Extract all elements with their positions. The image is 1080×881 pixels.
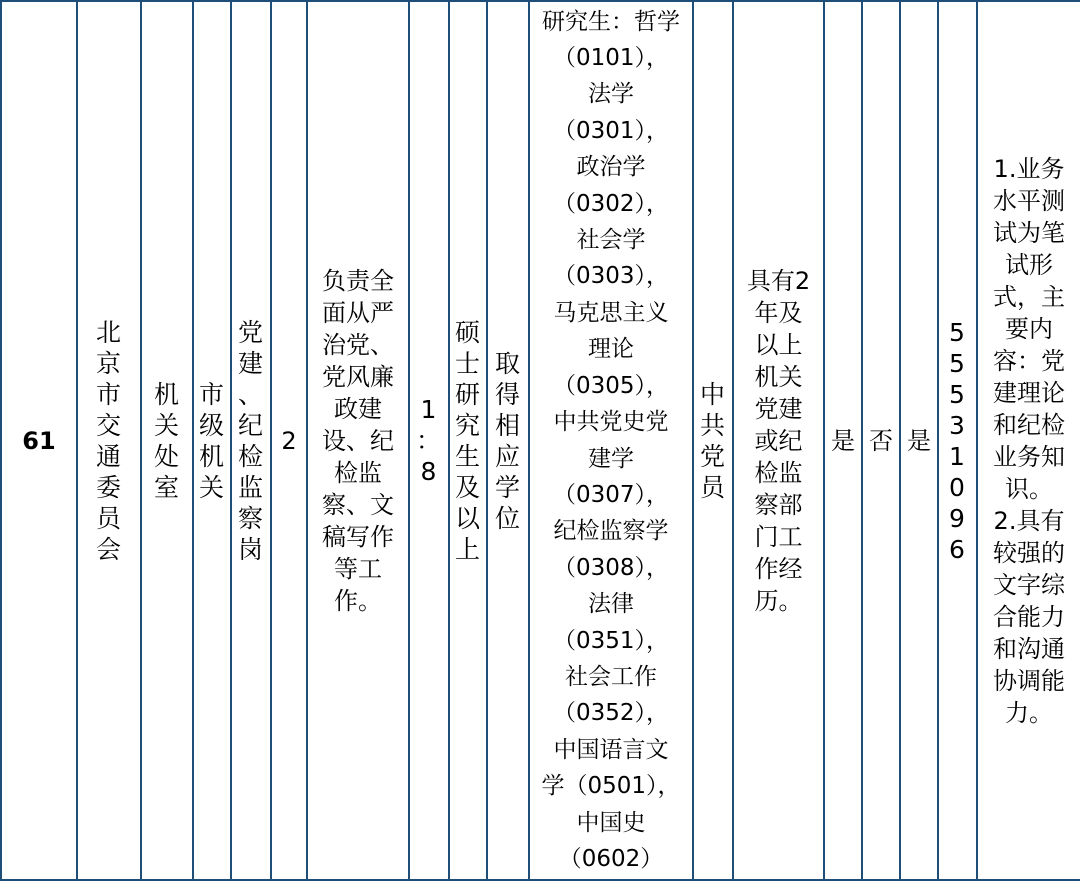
cell-text-line: 党建 (754, 394, 803, 423)
cell-text-line: 政建 (334, 394, 382, 423)
flag-c-cell: 是 (900, 1, 938, 880)
cell-text-line: 监 (237, 472, 264, 502)
cell-text-line: 较强的 (993, 538, 1065, 567)
cell-text-line: 历。 (754, 586, 803, 615)
cell-text-line: 和纪检 (993, 410, 1065, 439)
flag-a-cell: 是 (824, 1, 862, 880)
education-cell (449, 1, 487, 880)
cell-text-line: 、 (237, 379, 264, 409)
cell-text-line: 及 (454, 472, 481, 502)
cell-text-line: 通 (95, 441, 122, 471)
cell-text-line: （0301）， (552, 117, 670, 144)
cell-text-line: 应 (494, 441, 521, 471)
cell-text-line: 室 (153, 472, 180, 502)
cell-text-line: 法律 (588, 591, 634, 618)
cell-text-line: 稿写作 (322, 522, 394, 551)
cell-text-line: 得 (494, 379, 521, 409)
cell-text-line: 学 (494, 472, 521, 502)
cell-text-line: 员 (95, 503, 122, 533)
cell-text-line: 党风廉 (322, 362, 394, 391)
cell-text-line: 察部 (754, 490, 803, 519)
duties-cell (307, 1, 409, 880)
cell-text-line: 建学 (588, 445, 634, 472)
cell-text-line: （0308）， (552, 554, 670, 581)
cell-text-line: 处 (153, 441, 180, 471)
cell-text-line: 纪检监察学 (553, 518, 669, 545)
cell-text-line: 生 (454, 441, 481, 471)
cell-text-line: （0307）， (552, 481, 670, 508)
cell-text-line: 理论 (588, 336, 634, 363)
cell-text-line: 市 (95, 379, 122, 409)
department-cell (77, 1, 141, 880)
notes-cell (977, 1, 1080, 880)
cell-text-line: 级 (198, 410, 225, 440)
cell-text-line: 取 (494, 348, 521, 378)
cell-text-line: 以 (454, 503, 481, 533)
cell-text-line: 硕 (454, 317, 481, 347)
cell-text-line: 识。 (1005, 474, 1053, 503)
cell-text-line: 察 (237, 503, 264, 533)
political-status-cell (693, 1, 733, 880)
cell-text-line: 1 (949, 441, 966, 471)
cell-text-line: 岗 (237, 534, 264, 564)
cell-text-line: 士 (454, 348, 481, 378)
cell-text-line: 关 (153, 410, 180, 440)
cell-text-line: 社会学 (576, 227, 646, 254)
cell-text-line: （0352）， (552, 700, 670, 727)
cell-text-line: 党 (237, 317, 264, 347)
cell-text-line: 作。 (334, 586, 382, 615)
cell-text-line: （0351）， (552, 627, 670, 654)
cell-text-line: 以上 (754, 330, 803, 359)
cell-text-line: 会 (95, 534, 122, 564)
cell-text-line: 检监 (754, 458, 803, 487)
phone-cell (938, 1, 977, 880)
cell-text-line: 2.具有 (993, 506, 1065, 535)
cell-text-line: 力。 (1005, 698, 1053, 727)
cell-text-line: 学（0501）， (541, 773, 681, 800)
degree-cell (487, 1, 529, 880)
cell-text-line: 党 (699, 441, 726, 471)
cell-text-line: 中国史 (576, 809, 646, 836)
cell-text-line: 面从严 (322, 298, 394, 327)
cell-text-line: 容：党 (993, 346, 1065, 375)
cell-text-line: 中共党史党 (553, 409, 669, 436)
cell-text-line: 协调能 (993, 666, 1065, 695)
cell-text-line: 交 (95, 410, 122, 440)
cell-text-line: 5 (949, 379, 966, 409)
flag-b-cell: 否 (862, 1, 900, 880)
cell-text-line: 3 (949, 410, 966, 440)
cell-text-line: 等工 (334, 554, 382, 583)
cell-text-line: 法学 (588, 81, 634, 108)
cell-text-line: 8 (420, 457, 438, 486)
cell-text-line: 察、文 (322, 490, 394, 519)
cell-text-line: 负责全 (322, 266, 394, 295)
cell-text-line: 委 (95, 472, 122, 502)
cell-text-line: 纪 (237, 410, 264, 440)
position-cell (231, 1, 271, 880)
cell-text-line: 市 (198, 379, 225, 409)
cell-text-line: 水平测 (993, 186, 1065, 215)
cell-text-line: 9 (949, 503, 966, 533)
cell-text-line: 设、纪 (322, 426, 394, 455)
cell-text-line: 研 (454, 379, 481, 409)
cell-text-line: 5 (949, 317, 966, 347)
cell-text-line: 京 (95, 348, 122, 378)
cell-text-line: 员 (699, 472, 726, 502)
cell-text-line: （0305）， (552, 372, 670, 399)
count-cell: 2 (271, 1, 307, 880)
cell-text-line: 中 (699, 379, 726, 409)
cell-text-line: （0302）， (552, 190, 670, 217)
cell-text-line: 检 (237, 441, 264, 471)
majors-cell (529, 1, 693, 880)
cell-text-line: 相 (494, 410, 521, 440)
cell-text-line: 政治学 (576, 154, 646, 181)
cell-text-line: 位 (494, 503, 521, 533)
cell-text-line: （0101）， (552, 45, 670, 72)
cell-text-line: 合能力 (993, 602, 1065, 631)
cell-text-line: 马克思主义 (553, 299, 669, 326)
cell-text-line: 年及 (754, 298, 803, 327)
cell-text-line: 建 (237, 348, 264, 378)
row-index: 61 (1, 1, 77, 880)
cell-text-line: 北 (95, 317, 122, 347)
level-cell (193, 1, 231, 880)
cell-text-line: 试形 (1005, 250, 1053, 279)
cell-text-line: 具有2 (746, 266, 811, 295)
cell-text-line: 作经 (754, 554, 803, 583)
cell-text-line: ： (415, 426, 442, 455)
ratio-cell (409, 1, 449, 880)
cell-text-line: 业务知 (993, 442, 1065, 471)
experience-cell (733, 1, 824, 880)
cell-text-line: 5 (949, 348, 966, 378)
cell-text-line: 0 (949, 472, 966, 502)
cell-text-line: 或纪 (754, 426, 803, 455)
cell-text-line: 式，主 (993, 282, 1065, 311)
cell-text-line: 上 (454, 534, 481, 564)
cell-text-line: （0602） (558, 845, 664, 872)
cell-text-line: 和沟通 (993, 634, 1065, 663)
cell-text-line: 研究生：哲学 (542, 8, 680, 35)
cell-text-line: 1.业务 (993, 154, 1065, 183)
cell-text-line: 检监 (334, 458, 382, 487)
cell-text-line: 中国语言文 (553, 736, 669, 763)
cell-text-line: 共 (699, 410, 726, 440)
cell-text-line: 6 (949, 534, 966, 564)
cell-text-line: 机 (153, 379, 180, 409)
cell-text-line: 门工 (754, 522, 803, 551)
cell-text-line: 关 (198, 472, 225, 502)
unit-cell (141, 1, 193, 880)
cell-text-line: 要内 (1005, 314, 1053, 343)
table-row (1, 1, 1080, 880)
cell-text-line: （0303）， (552, 263, 670, 290)
cell-text-line: 机 (198, 441, 225, 471)
cell-text-line: 治党、 (322, 330, 394, 359)
cell-text-line: 社会工作 (565, 663, 657, 690)
cell-text-line: 文字综 (993, 570, 1065, 599)
cell-text-line: 建理论 (993, 378, 1065, 407)
cell-text-line: 机关 (754, 362, 803, 391)
cell-text-line: 究 (454, 410, 481, 440)
cell-text-line: 1 (420, 395, 438, 424)
cell-text-line: 试为笔 (993, 218, 1065, 247)
